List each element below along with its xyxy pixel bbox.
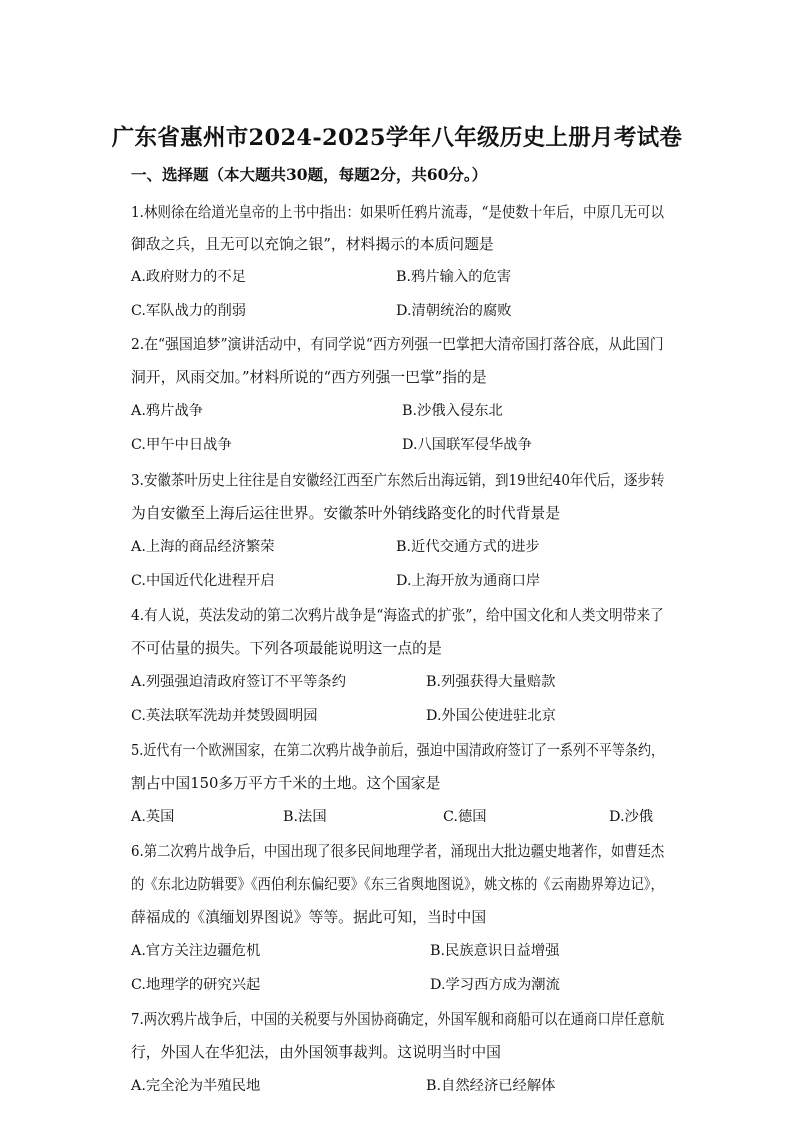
question-6-option-b: B.民族意识日益增强 [430, 943, 560, 959]
question-7-line-1: 7.两次鸦片战争后，中国的关税要与外国协商确定，外国军舰和商船可以在通商口岸任意航 [131, 1011, 665, 1028]
question-2-option-c: C.甲午中日战争 [131, 437, 232, 453]
question-5-line-1: 5.近代有一个欧洲国家，在第二次鸦片战争前后，强迫中国清政府签订了一系列不平等条约， [131, 742, 664, 759]
question-1-option-b: B.鸦片输入的危害 [396, 269, 512, 285]
section-heading: 一、选择题（本大题共30题，每题2分，共60分。） [131, 165, 488, 184]
question-4-option-b: B.列强获得大量赔款 [426, 674, 556, 690]
question-4-line-2: 不可估量的损失。下列各项最能说明这一点的是 [131, 640, 442, 657]
page-title: 广东省惠州市2024-2025学年八年级历史上册月考试卷 [111, 125, 683, 151]
question-2-option-b: B.沙俄入侵东北 [402, 403, 503, 419]
question-1-line-2: 御敌之兵，且无可以充饷之银”，材料揭示的本质问题是 [131, 236, 494, 253]
question-7-option-b: B.自然经济已经解体 [426, 1078, 556, 1094]
question-5-option-d: D.沙俄 [609, 809, 654, 825]
question-4-option-a: A.列强强迫清政府签订不平等条约 [131, 674, 347, 690]
question-5-option-b: B.法国 [283, 809, 327, 825]
question-3-line-1: 3.安徽茶叶历史上往往是自安徽经江西至广东然后出海远销，到19世纪40年代后，逐步转 [131, 472, 665, 489]
question-6-option-d: D.学习西方成为潮流 [430, 977, 560, 993]
question-4-line-1: 4.有人说，英法发动的第二次鸦片战争是“海盗式的扩张”，给中国文化和人类文明带来了 [131, 607, 664, 624]
question-1-line-1: 1.林则徐在给道光皇帝的上书中指出：如果听任鸦片流毒，“是使数十年后，中原几无可以 [131, 204, 664, 221]
question-1-option-d: D.清朝统治的腐败 [396, 303, 512, 319]
question-6-option-c: C.地理学的研究兴起 [131, 977, 261, 993]
question-5-option-c: C.德国 [443, 809, 487, 825]
question-1-option-a: A.政府财力的不足 [131, 269, 246, 285]
question-3-option-c: C.中国近代化进程开启 [131, 573, 275, 589]
question-2-line-2: 洞开，风雨交加。”材料所说的“西方列强一巴掌”指的是 [131, 369, 487, 386]
question-3-line-2: 为自安徽至上海后运往世界。安徽茶叶外销线路变化的时代背景是 [131, 505, 561, 522]
question-6-line-1: 6.第二次鸦片战争后，中国出现了很多民间地理学者，涌现出大批边疆史地著作，如曹廷杰 [131, 843, 665, 860]
question-4-option-d: D.外国公使进驻北京 [426, 708, 556, 724]
question-7-option-a: A.完全沦为半殖民地 [131, 1078, 261, 1094]
question-5-line-2: 割占中国150多万平方千米的土地。这个国家是 [131, 775, 441, 792]
question-7-line-2: 行，外国人在华犯法，由外国领事裁判。这说明当时中国 [131, 1044, 501, 1061]
question-2-line-1: 2.在“强国追梦”演讲活动中，有同学说“西方列强一巴掌把大清帝国打落谷底，从此国门 [131, 336, 664, 353]
question-5-option-a: A.英国 [131, 809, 175, 825]
question-6-line-3: 薛福成的《滇缅划界图说》等等。据此可知，当时中国 [131, 909, 487, 926]
question-4-option-c: C.英法联军洗劫并焚毁圆明园 [131, 708, 318, 724]
question-6-line-2: 的《东北边防辑要》《西伯利东偏纪要》《东三省舆地图说》，姚文栋的《云南勘界筹边记》， [131, 876, 664, 893]
question-3-option-d: D.上海开放为通商口岸 [396, 573, 541, 589]
question-6-option-a: A.官方关注边疆危机 [131, 943, 261, 959]
question-3-option-a: A.上海的商品经济繁荣 [131, 539, 275, 555]
question-1-option-c: C.军队战力的削弱 [131, 303, 247, 319]
question-2-option-a: A.鸦片战争 [131, 403, 204, 419]
question-2-option-d: D.八国联军侵华战争 [402, 437, 532, 453]
question-3-option-b: B.近代交通方式的进步 [396, 539, 540, 555]
